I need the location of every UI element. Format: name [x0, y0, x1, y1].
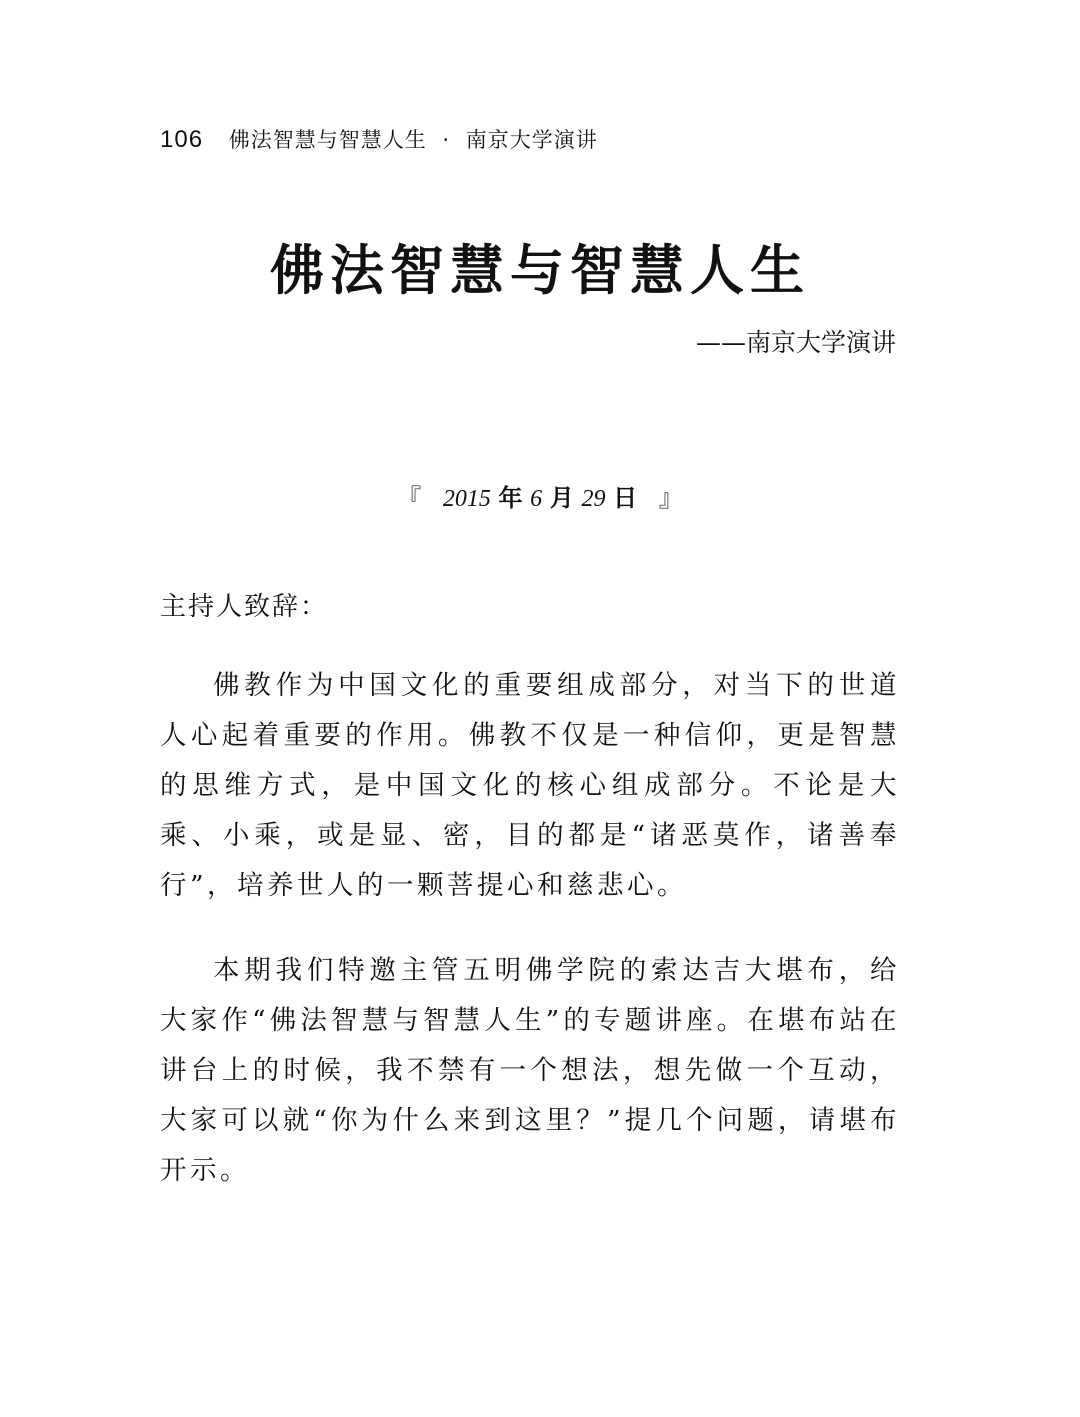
date-close-bracket: 』 — [658, 484, 683, 512]
body-paragraph: 本期我们特邀主管五明佛学院的索达吉大堪布，给大家作“佛法智慧与智慧人生”的专题讲座。在堪布站在讲台上的时候，我不禁有一个想法，想先做一个互动，大家可以就“你为什么来到这里？”提几个问题，请堪布开示。 — [160, 955, 900, 1186]
date-month-unit: 月 — [549, 484, 574, 512]
date-open-bracket: 『 — [397, 484, 422, 512]
header-lecture-venue: 南京大学演讲 — [465, 128, 598, 152]
header-book-title: 佛法智慧与智慧人生 — [228, 128, 427, 152]
section-heading: 主持人致辞： — [160, 592, 329, 622]
lecture-date — [0, 478, 1080, 513]
date-day-unit: 日 — [613, 484, 638, 512]
date-month: 6 — [530, 486, 543, 512]
chapter-title: 佛法智慧与智慧人生 — [270, 239, 810, 302]
date-year: 2015 — [442, 486, 491, 512]
date-day: 29 — [581, 486, 606, 512]
header-separator: · — [442, 128, 451, 152]
body-paragraph: 佛教作为中国文化的重要组成部分，对当下的世道人心起着重要的作用。佛教不仅是一种信仰，更是智慧的思维方式，是中国文化的核心组成部分。不论是大乘、小乘，或是显、密，目的都是“诸恶莫作，诸善奉行”，培养世人的一颗菩提心和慈悲心。 — [160, 670, 900, 901]
page-number: 106 — [160, 126, 204, 153]
date-year-unit: 年 — [498, 484, 523, 512]
chapter-subtitle: ——南京大学演讲 — [695, 328, 896, 357]
running-header — [160, 124, 598, 154]
